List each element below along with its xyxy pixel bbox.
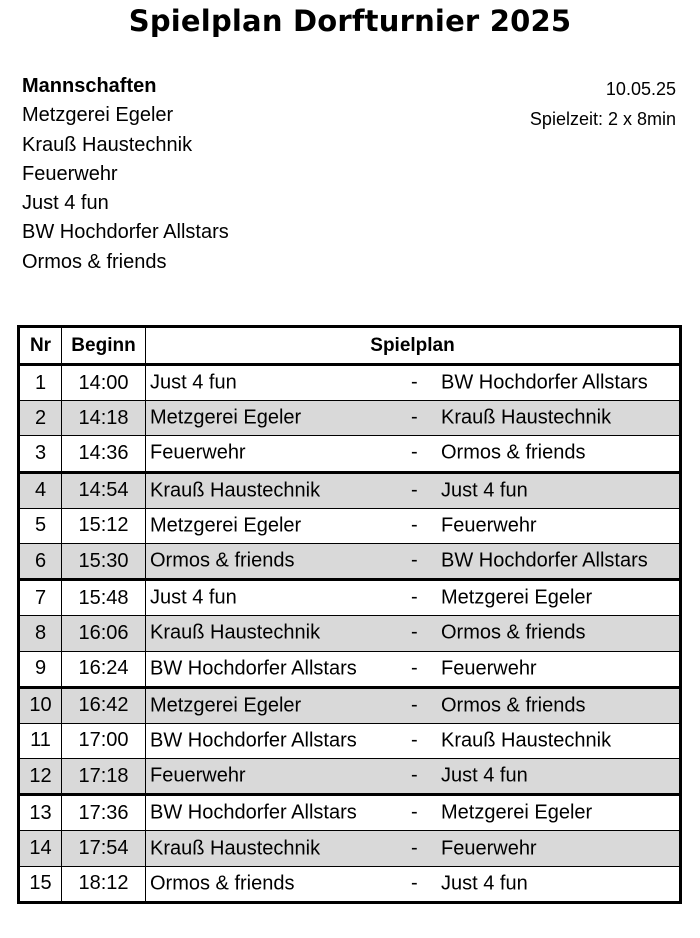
table-row [19,543,681,579]
match-pairing [146,831,681,866]
match-pairing [146,580,681,616]
versus-separator: - [411,764,418,787]
versus-separator: - [411,801,418,824]
match-number: 5 [19,508,62,543]
versus-separator: - [411,441,418,464]
away-team: BW Hochdorfer Allstars [441,371,648,394]
match-number: 4 [19,472,62,508]
team-item: Krauß Haustechnik [22,133,193,156]
away-team: BW Hochdorfer Allstars [441,549,648,572]
match-number: 13 [19,795,62,831]
match-pairing [146,687,681,723]
match-pairing [146,723,681,758]
col-header-nr: Nr [19,327,62,365]
match-start-time: 15:48 [62,580,146,616]
match-number: 12 [19,759,62,795]
team-item: Just 4 fun [22,192,109,215]
teams-heading: Mannschaften [22,75,157,97]
versus-separator: - [411,549,418,572]
match-start-time: 14:18 [62,401,146,436]
versus-separator: - [411,406,418,429]
home-team: BW Hochdorfer Allstars [150,657,357,680]
away-team: Krauß Haustechnik [441,729,612,752]
home-team: Krauß Haustechnik [150,479,321,502]
home-team: Just 4 fun [150,586,237,609]
table-row [19,401,681,436]
match-number: 2 [19,401,62,436]
table-row [19,723,681,758]
match-pairing [146,472,681,508]
match-pairing [146,365,681,401]
match-start-time: 16:42 [62,687,146,723]
versus-separator: - [411,656,418,679]
table-row [19,508,681,543]
team-item: Feuerwehr [22,162,118,185]
match-number: 9 [19,651,62,687]
away-team: Feuerwehr [441,837,537,860]
away-team: Feuerwehr [441,514,537,537]
match-start-time: 14:00 [62,365,146,401]
match-number: 6 [19,543,62,579]
match-pairing [146,795,681,831]
versus-separator: - [411,371,418,394]
table-row [19,651,681,687]
versus-separator: - [411,836,418,859]
table-row [19,759,681,795]
match-start-time: 15:12 [62,508,146,543]
match-start-time: 17:54 [62,831,146,866]
home-team: Ormos & friends [150,549,295,572]
match-pairing [146,651,681,687]
home-team: Metzgerei Egeler [150,514,302,537]
home-team: BW Hochdorfer Allstars [150,801,357,824]
play-time: Spielzeit: 2 x 8min [529,109,676,129]
versus-separator: - [411,586,418,609]
away-team: Krauß Haustechnik [441,406,612,429]
match-number: 14 [19,831,62,866]
table-row [19,687,681,723]
versus-separator: - [411,513,418,536]
match-start-time: 17:36 [62,795,146,831]
schedule-header-row [19,327,681,365]
table-row [19,866,681,902]
away-team: Metzgerei Egeler [441,801,593,824]
table-row [19,831,681,866]
col-header-start: Beginn [62,327,146,365]
home-team: Metzgerei Egeler [150,406,302,429]
match-start-time: 17:00 [62,723,146,758]
tournament-date: 10.05.25 [605,79,676,99]
versus-separator: - [411,478,418,501]
match-number: 3 [19,436,62,472]
match-start-time: 17:18 [62,759,146,795]
home-team: BW Hochdorfer Allstars [150,729,357,752]
match-number: 1 [19,365,62,401]
away-team: Ormos & friends [441,621,586,644]
page-title: Spielplan Dorfturnier 2025 [128,4,572,38]
away-team: Metzgerei Egeler [441,586,593,609]
schedule-table [17,325,682,904]
match-pairing [146,759,681,795]
schedule-body [19,365,681,903]
home-team: Ormos & friends [150,872,295,895]
match-pairing [146,401,681,436]
match-start-time: 15:30 [62,543,146,579]
match-number: 7 [19,580,62,616]
match-start-time: 16:06 [62,616,146,651]
away-team: Feuerwehr [441,657,537,680]
away-team: Just 4 fun [441,872,528,895]
team-item: Ormos & friends [22,250,167,273]
home-team: Feuerwehr [150,764,246,787]
table-row [19,436,681,472]
match-start-time: 14:36 [62,436,146,472]
match-number: 8 [19,616,62,651]
versus-separator: - [411,621,418,644]
table-row [19,616,681,651]
match-pairing [146,543,681,579]
table-row [19,365,681,401]
versus-separator: - [411,693,418,716]
away-team: Just 4 fun [441,479,528,502]
col-header-plan: Spielplan [146,327,681,365]
team-item: BW Hochdorfer Allstars [22,221,229,244]
match-pairing [146,616,681,651]
away-team: Just 4 fun [441,764,528,787]
away-team: Ormos & friends [441,441,586,464]
versus-separator: - [411,871,418,894]
table-row [19,472,681,508]
match-number: 15 [19,866,62,902]
home-team: Krauß Haustechnik [150,837,321,860]
match-start-time: 18:12 [62,866,146,902]
match-start-time: 16:24 [62,651,146,687]
tournament-meta [530,74,676,134]
home-team: Krauß Haustechnik [150,621,321,644]
match-start-time: 14:54 [62,472,146,508]
match-number: 11 [19,723,62,758]
match-pairing [146,866,681,902]
home-team: Just 4 fun [150,371,237,394]
teams-list [22,72,229,277]
table-row [19,795,681,831]
table-row [19,580,681,616]
match-pairing [146,508,681,543]
match-pairing [146,436,681,472]
home-team: Feuerwehr [150,441,246,464]
home-team: Metzgerei Egeler [150,694,302,717]
match-number: 10 [19,687,62,723]
versus-separator: - [411,729,418,752]
team-item: Metzgerei Egeler [22,104,174,127]
away-team: Ormos & friends [441,694,586,717]
